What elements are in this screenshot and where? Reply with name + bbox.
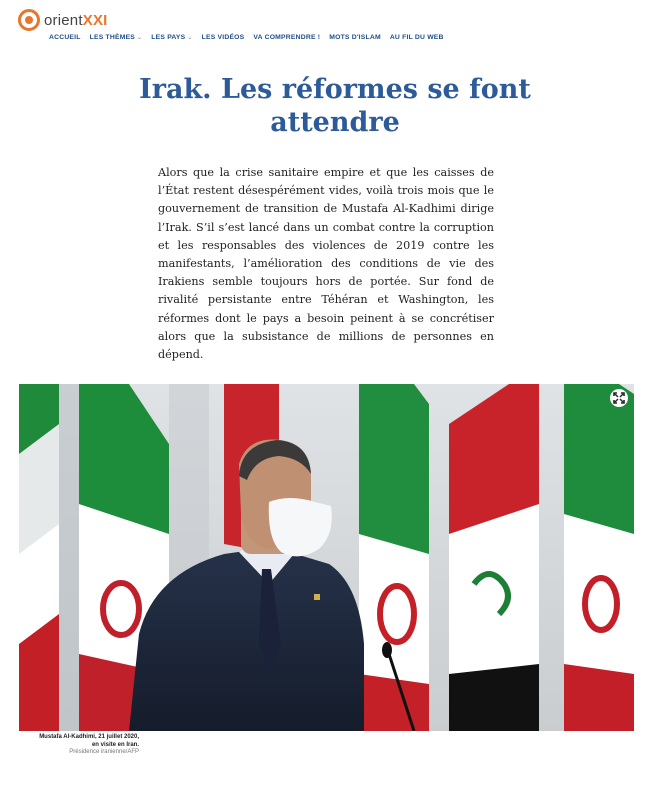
nav-item-va-comprendre[interactable] (253, 34, 320, 41)
nav-item-label: VA COMPRENDRE ! (253, 34, 321, 41)
nav-item-label: LES THÈMES (89, 34, 136, 41)
nav-item-label: AU FIL DU WEB (389, 34, 444, 41)
site-logo[interactable] (18, 9, 108, 31)
logo-primary: orient (44, 11, 83, 29)
nav-item-label: LES VIDÉOS (201, 34, 245, 41)
nav-item-au-fil-du-web[interactable] (390, 34, 444, 41)
expand-icon[interactable] (610, 389, 628, 407)
site-header (0, 0, 667, 46)
nav-item-label: LES PAYS (151, 34, 186, 41)
main-nav (49, 34, 453, 41)
logo-mark-icon (18, 9, 40, 31)
photo-caption (23, 734, 139, 757)
caption-line1: Mustafa Al-Kadhimi, 21 juillet 2020, (39, 734, 139, 740)
chevron-down-icon: ⌄ (187, 35, 193, 41)
photo-credit: Présidence iranienne/AFP (69, 749, 139, 755)
article-photo (19, 384, 634, 731)
logo-text (44, 12, 108, 29)
nav-item-videos[interactable] (202, 34, 245, 41)
nav-item-label: MOTS D'ISLAM (329, 34, 381, 41)
article-title-line2: attendre (270, 107, 400, 138)
logo-accent: XXI (82, 11, 108, 29)
article-lede: Alors que la crise sanitaire empire et que les caisses de l’État restent désespérément vides, voilà trois mois que le gouvernement de transition de Mustafa Al-Kadhimi dirige l’Irak. S’il s’est lancé dans un combat contre la corruption et les responsables des violences de 2019 contre les manifestants, l’amélioration des conditions de vie des Irakiens semble toujours hors de portée. Sur fond de rivalité persistante entre Téhéran et Washington, les réformes dont le pays a besoin peinent à se concrétiser alors que la subsistance de millions de personnes en dépend. (158, 166, 494, 362)
photo-illustration (19, 384, 634, 731)
article-title-line1: Irak. Les réformes se font (139, 74, 531, 105)
nav-item-mots-d-islam[interactable] (329, 34, 381, 41)
nav-item-label: ACCUEIL (49, 34, 81, 41)
nav-item-pays[interactable] (151, 34, 192, 41)
nav-item-accueil[interactable] (49, 34, 81, 41)
chevron-down-icon: ⌄ (137, 35, 143, 41)
article-title (60, 73, 610, 139)
nav-item-themes[interactable] (90, 34, 143, 41)
caption-line2: en visite en Iran. (91, 741, 139, 748)
